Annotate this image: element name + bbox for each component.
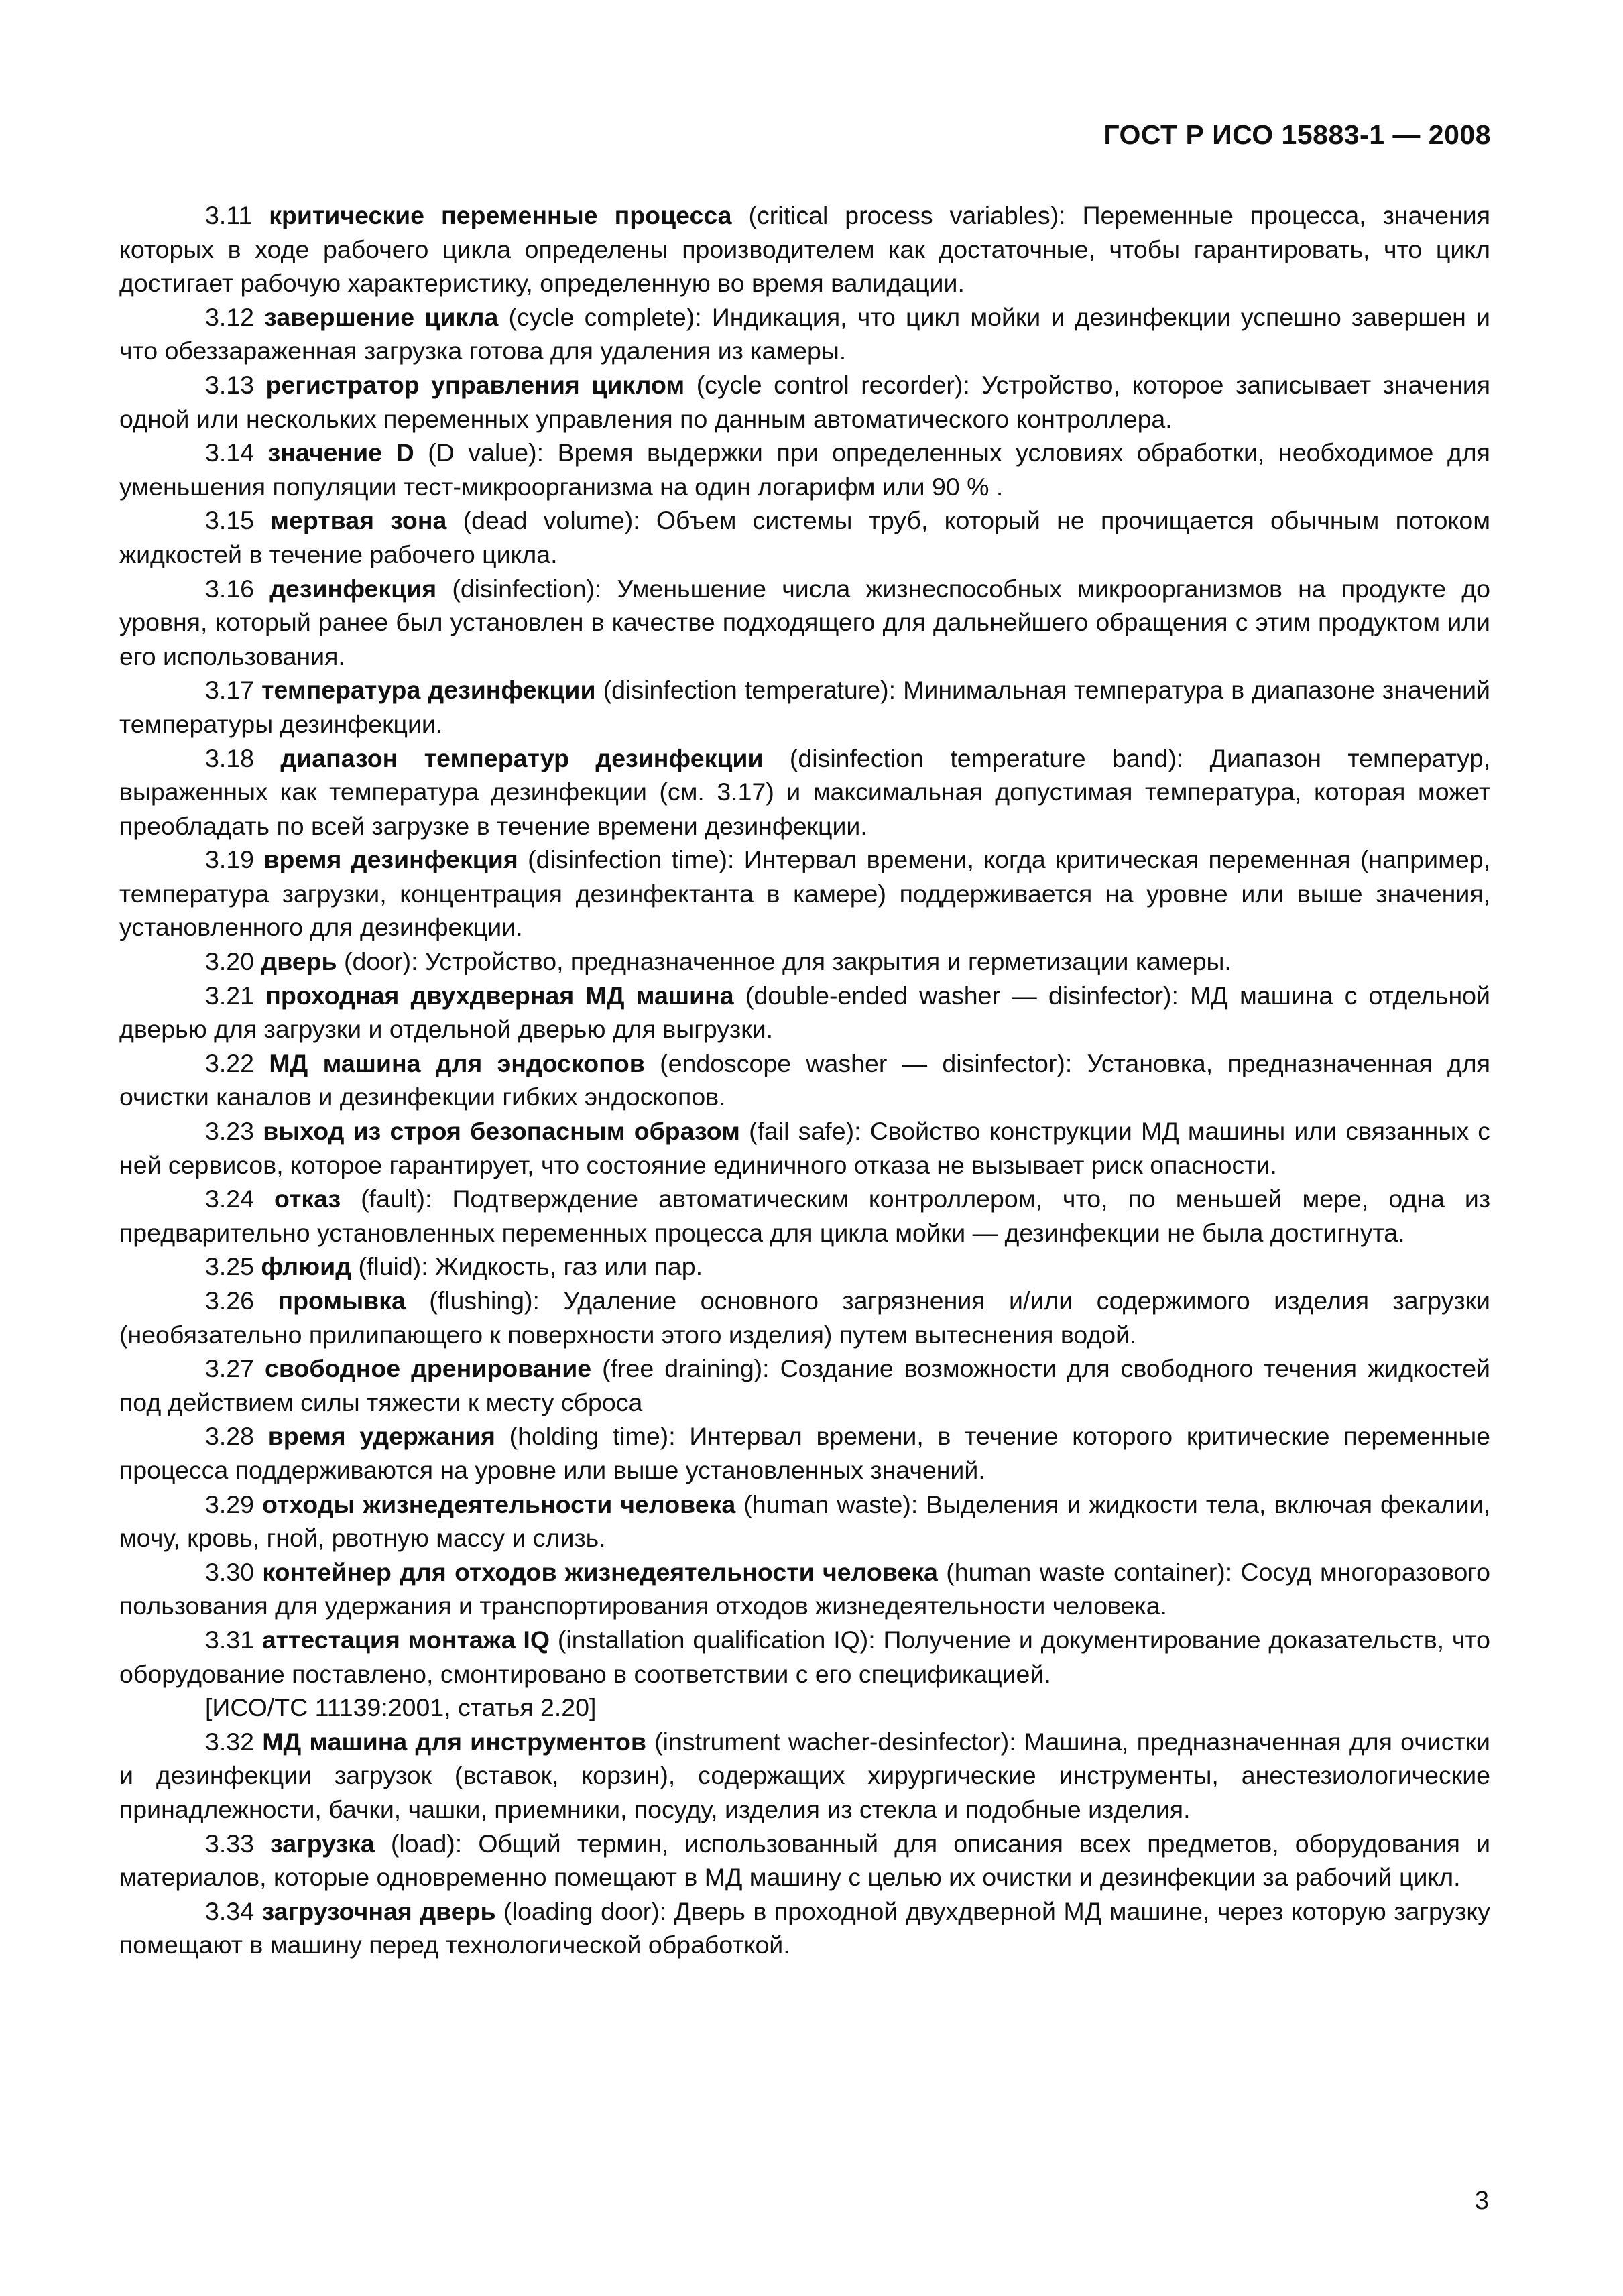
definition-3-11: 3.11 критические переменные процесса (critical process variables): Переменные процесса, значения которых в ходе рабочего цикла определены производителем как достаточные, чтобы гарантировать, что цикл достигает рабочую характеристику, определенную во время валидации. [119,201,1491,298]
term: значение D [267,438,414,467]
term: время дезинфекция [263,845,518,874]
page-number: 3 [1474,2187,1489,2215]
term: МД машина для эндоскопов [269,1048,645,1077]
definition-3-14: 3.14 значение D (D value): Время выдержки при определенных условиях обработки, необходимое для уменьшения популяции тест-микроорганизма на один логарифм или 90 % . [119,438,1490,501]
term: свободное дренирование [265,1354,592,1383]
definition-3-34: 3.34 загрузочная дверь (loading door): Дверь в проходной двухдверной МД машине, через которую загрузку помещают в машину перед технологической обработкой. [119,1896,1490,1959]
definition-3-19: 3.19 время дезинфекция (disinfection time): Интервал времени, когда критическая переменная (например, температура загрузки, концентрация дезинфектанта в камере) поддерживается на уровне или выше значения, установленного для дезинфекции. [119,845,1491,942]
definition-3-15: 3.15 мертвая зона (dead volume): Объем системы труб, который не прочищается обычным потоком жидкостей в течение рабочего цикла. [119,506,1490,568]
definition-3-16: 3.16 дезинфекция (disinfection): Уменьшение числа жизнеспособных микроорганизмов на продукте до уровня, который ранее был установлен в качестве подходящего для дальнейшего обращения с этим продуктом или его использования. [119,574,1491,670]
definition-3-30: 3.30 контейнер для отходов жизнедеятельности человека (human waste container): Сосуд многоразового пользования для удержания и транспортирования отходов жизнедеятельности человека. [119,1557,1491,1620]
term: загрузочная дверь [261,1896,496,1925]
definition-3-24: 3.24 отказ (fault): Подтверждение автоматическим контроллером, что, по меньшей мере, одна из предварительно установленных переменных процесса для цикла мойки — дезинфекции не была достигнута. [119,1185,1491,1247]
term: контейнер для отходов жизнедеятельности человека [262,1557,938,1586]
definition-3-26: 3.26 промывка (flushing): Удаление основного загрязнения и/или содержимого изделия загрузки (необязательно прилипающего к поверхности этого изделия) путем вытеснения водой. [119,1286,1490,1349]
term: аттестация монтажа IQ [261,1625,550,1654]
term: время удержания [267,1422,495,1451]
definition-3-17: 3.17 температура дезинфекции (disinfection temperature): Минимальная температура в диапазоне значений температуры дезинфекции. [119,676,1490,738]
definitions-list [119,198,1490,1962]
definition-3-13: 3.13 регистратор управления циклом (cycle control recorder): Устройство, которое записывает значения одной или нескольких переменных управления по данным автоматического контроллера. [119,370,1491,433]
term: диапазон температур дезинфекции [280,743,764,772]
definition-3-33: 3.33 загрузка (load): Общий термин, использованный для описания всех предметов, оборудования и материалов, которые одновременно помещают в МД машину с целью их очистки и дезинфекции за рабочий цикл. [119,1829,1491,1892]
definition-3-18: 3.18 диапазон температур дезинфекции (disinfection temperature band): Диапазон температур, выраженных как температура дезинфекции (см. 3.17) и максимальная допустимая температура, которая может преобладать по всей загрузке в течение времени дезинфекции. [119,743,1490,840]
definition-3-28: 3.28 время удержания (holding time): Интервал времени, в течение которого критические переменные процесса поддерживаются на уровне или выше установленных значений. [119,1422,1491,1484]
term: регистратор управления циклом [265,370,685,399]
definition-3-27: 3.27 свободное дренирование (free draining): Создание возможности для свободного течения жидкостей под действием силы тяжести к месту сброса [119,1354,1490,1416]
definition-3-31: 3.31 аттестация монтажа IQ (installation qualification IQ): Получение и документирование доказательств, что оборудование поставлено, смонтировано в соответствии с его спецификацией. [119,1625,1491,1688]
term: загрузка [270,1829,375,1858]
term: выход из строя безопасным образом [263,1117,740,1146]
term: промывка [278,1286,406,1315]
definition-3-23: 3.23 выход из строя безопасным образом (fail safe): Свойство конструкции МД машины или связанных с ней сервисов, которое гарантирует, что состояние единичного отказа не вызывает риск опасности. [119,1117,1491,1179]
term: завершение цикла [264,302,499,331]
definition-3-12: 3.12 завершение цикла (cycle complete): Индикация, что цикл мойки и дезинфекции успешно завершен и что обеззараженная загрузка готова для удаления из камеры. [119,302,1491,365]
term: дезинфекция [269,574,437,603]
definition-3-29: 3.29 отходы жизнедеятельности человека (human waste): Выделения и жидкости тела, включая фекалии, мочу, кровь, гной, рвотную массу и слизь. [119,1490,1491,1553]
term: флюид [261,1252,352,1281]
definition-3-21: 3.21 проходная двухдверная МД машина (double-ended washer — disinfector): МД машина с отдельной дверью для загрузки и отдельной дверью для выгрузки. [119,981,1490,1044]
term: дверь [261,947,337,976]
document-header: ГОСТ Р ИСО 15883-1 — 2008 [1103,119,1491,150]
term: отказ [274,1185,341,1213]
term: мертвая зона [270,506,447,535]
term: отходы жизнедеятельности человека [262,1490,736,1518]
definition-3-20: 3.20 дверь (door): Устройство, предназначенное для закрытия и герметизации камеры. [205,947,1231,976]
term: критические переменные процесса [269,201,732,229]
definition-3-22: 3.22 МД машина для эндоскопов (endoscope washer — disinfector): Установка, предназначенная для очистки каналов и дезинфекции гибких эндоскопов. [119,1048,1490,1111]
term: МД машина для инструментов [262,1727,646,1756]
definition-3-25: 3.25 флюид (fluid): Жидкость, газ или пар. [205,1252,703,1281]
definition-reference: [ИСО/ТС 11139:2001, статья 2.20] [205,1693,597,1722]
definition-3-32: 3.32 МД машина для инструментов (instrument wacher-desinfector): Машина, предназначенная для очистки и дезинфекции загрузок (вставок, корзин), содержащих хирургические инструменты, анестезиологические принадлежности, бачки, чашки, приемники, посуду, изделия из стекла и подобные изделия. [119,1727,1490,1823]
term: проходная двухдверная МД машина [265,981,734,1010]
term: температура дезинфекции [261,676,596,705]
